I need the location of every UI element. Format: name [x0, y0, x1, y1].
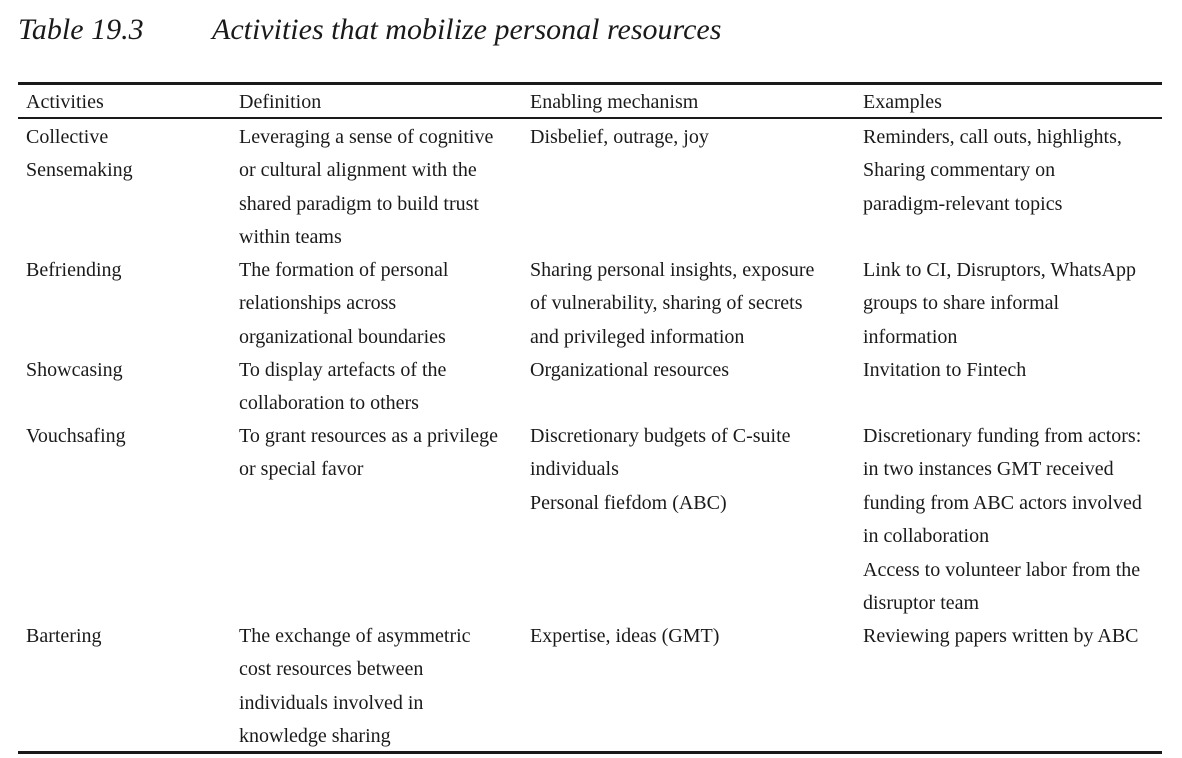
header-activities: Activities: [26, 91, 104, 113]
table-caption: [18, 10, 721, 50]
cell-activity: Bartering: [26, 624, 102, 647]
cell-mechanism: Sharing personal insights, exposure of vulnerability, sharing of secrets and privileged information: [530, 258, 815, 348]
cell-examples: Reviewing papers written by ABC: [863, 624, 1139, 647]
header-examples: Examples: [863, 91, 942, 113]
cell-definition: To grant resources as a privilege or special favor: [239, 424, 499, 480]
table-row-bartering: [18, 620, 1162, 751]
cell-activity: Vouchsafing: [26, 424, 126, 447]
cell-activity: Collective Sensemaking: [26, 125, 133, 181]
cell-definition: The exchange of asymmetric cost resources between individuals involved in knowledge sharing: [239, 624, 471, 747]
cell-mechanism: Organizational resources: [530, 358, 729, 381]
cell-activity: Befriending: [26, 258, 122, 281]
header-definition: Definition: [239, 91, 322, 113]
cell-mechanism: Expertise, ideas (GMT): [530, 624, 720, 647]
cell-mechanism: Disbelief, outrage, joy: [530, 125, 709, 148]
table-header-row: [18, 85, 1162, 117]
table-bottom-rule: [18, 751, 1162, 754]
cell-examples: Invitation to Fintech: [863, 358, 1027, 381]
cell-examples: Link to CI, Disruptors, WhatsApp groups to share informal information: [863, 258, 1136, 348]
table-row-vouchsafing: [18, 420, 1162, 620]
table-number: Table 19.3: [18, 13, 144, 46]
cell-definition: The formation of personal relationships across organizational boundaries: [239, 258, 449, 348]
cell-examples: Reminders, call outs, highlights, Sharing commentary on paradigm-relevant topics: [863, 125, 1122, 215]
cell-definition: To display artefacts of the collaboration to others: [239, 358, 447, 414]
table-row-collective-sensemaking: [18, 121, 1162, 254]
table-row-befriending: [18, 254, 1162, 354]
cell-definition: Leveraging a sense of cognitive or cultural alignment with the shared paradigm to build trust within teams: [239, 125, 494, 248]
activities-table: [18, 82, 1162, 754]
cell-examples: Discretionary funding from actors: in two instances GMT received funding from ABC actors involved in collaboration Access to volunteer labor from the disruptor team: [863, 424, 1142, 614]
cell-activity: Showcasing: [26, 358, 123, 381]
cell-mechanism: Discretionary budgets of C-suite individuals Personal fiefdom (ABC): [530, 424, 791, 514]
table-row-showcasing: [18, 354, 1162, 420]
table-title: Activities that mobilize personal resources: [212, 13, 722, 46]
header-enabling-mechanism: Enabling mechanism: [530, 91, 699, 113]
